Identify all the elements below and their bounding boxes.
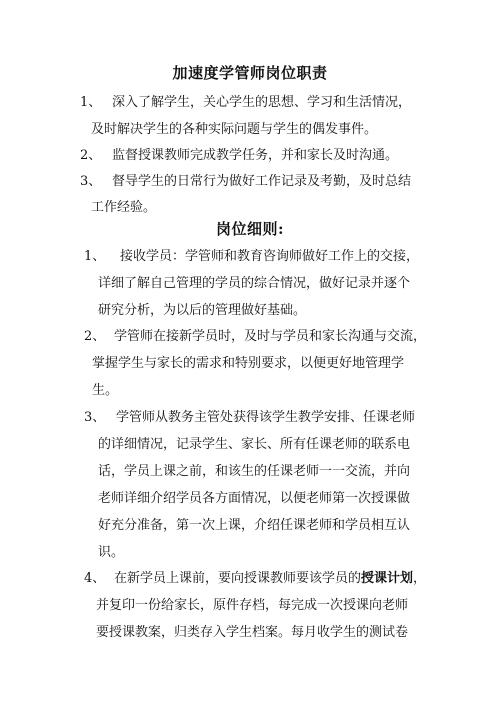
detail-line: 学管师从教务主管处获得该学生教学安排、任课老师: [116, 410, 416, 425]
detail-emphasis: 授课计划: [361, 571, 414, 586]
duty-line: 深入了解学生，关心学生的思想、学习和生活情况，: [112, 95, 412, 110]
detail-line: 生。: [92, 383, 119, 398]
detail-text: ，: [413, 571, 427, 586]
detail-line: 要授课教案，归类存入学生档案。每月收学生的测试卷: [96, 625, 409, 640]
detail-number: 3、: [84, 410, 106, 425]
detail-line: 详细了解自己管理的学员的综合情况，做好记录并逐个: [98, 276, 411, 291]
detail-line: 掌握学生与家长的需求和特别要求，以便更好地管理学: [92, 356, 405, 371]
detail-text: 在新学员上课前，要向授课教师要该学员的: [114, 571, 362, 586]
duty-line: 督导学生的日常行为做好工作记录及考勤，及时总结: [112, 174, 412, 189]
duty-number: 3、: [80, 174, 102, 189]
detail-line: 接收学员：学管师和教育咨询师做好工作上的交接，: [120, 249, 420, 264]
duty-number: 2、: [80, 148, 102, 163]
section-subtitle: 岗位细则:: [215, 220, 285, 238]
detail-line: 话，学员上课之前，和该生的任课老师一一交流，并向: [98, 464, 411, 479]
detail-line: 识。: [98, 545, 125, 560]
detail-line: 学管师在接新学员时，及时与学员和家长沟通与交流，: [114, 329, 427, 344]
detail-line: [114, 571, 426, 587]
detail-line: 好充分准备，第一次上课，介绍任课老师和学员相互认: [98, 518, 411, 533]
duty-line: 监督授课教师完成教学任务，并和家长及时沟通。: [112, 148, 399, 163]
detail-number: 2、: [84, 329, 106, 344]
duty-line: 工作经验。: [91, 200, 157, 215]
duty-line: 及时解决学生的各种实际问题与学生的偶发事件。: [91, 122, 378, 137]
detail-number: 1、: [84, 249, 106, 264]
duty-number: 1、: [80, 95, 102, 110]
detail-number: 4、: [84, 571, 106, 586]
detail-line: 研究分析，为以后的管理做好基础。: [98, 303, 307, 318]
detail-line: 的详细情况，记录学生、家长、所有任课老师的联系电: [98, 437, 411, 452]
detail-line: 老师详细介绍学员各方面情况，以便老师第一次授课做: [98, 491, 411, 506]
detail-line: 并复印一份给家长，原件存档，每完成一次授课向老师: [96, 598, 409, 613]
document-title: 加速度学管师岗位职责: [172, 64, 328, 82]
